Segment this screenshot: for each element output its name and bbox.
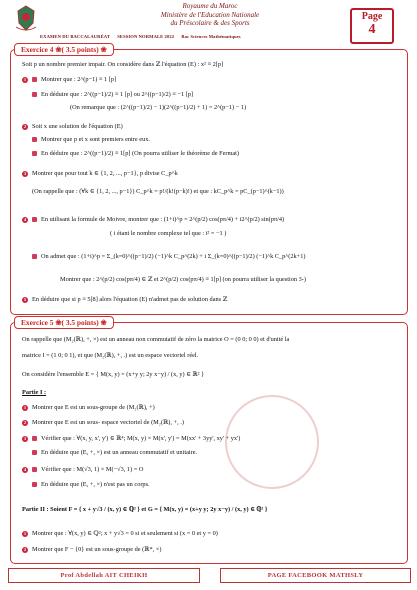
ex5-set-definition: On considère l'ensemble E = { M(x, y) = (x+y y; 2y x−y) / (x, y) ∈ ℝ² }	[22, 371, 205, 378]
question-text: Soit x une solution de l'équation (E)	[32, 123, 123, 130]
question-text: En déduire que : 2^((p−1)/2) ≡ 1 [p] ou 2^((p−1)/2) ≡ −1 [p]	[41, 91, 194, 98]
ex4-q4c: Montrer que : 2^(p/2) cos(pπ/4) ∈ ℤ et 2^(p/2) cos(pπ/4) ≡ 1[p] (on pourra utiliser la question 3-)	[60, 276, 306, 283]
ministry-line: Royaume du Maroc	[182, 2, 238, 10]
question-text: En déduire que si p ≡ 5[8] alors l'équation (E) n'admet pas de solution dans ℤ	[32, 296, 228, 303]
exam-title: EXAMEN DU BACCALAURÉAT	[40, 34, 111, 39]
ex4-q1-hint: (On remarque que : (2^((p−1)/2) − 1)(2^((p−1)/2) + 1) = 2^(p−1) − 1)	[70, 104, 247, 111]
question-text: Montrer que E est un sous- espace vectoriel de (M₂(ℝ), +, .)	[32, 419, 184, 426]
ex5-intro-1: On rappelle que (M₂(ℝ), +, ×) est un anneau non commutatif de zéro la matrice O = (0 0; 0 0) et d'unité la	[22, 336, 290, 343]
question-text: Montrer que : 2^(p−1) ≡ 1 [p]	[41, 76, 117, 83]
sub-question-bullet	[32, 450, 37, 455]
question-text: Montrer que : ∀(x, y) ∈ ℚ²; x + y√3 = 0 si et seulement si (x = 0 et y = 0)	[32, 530, 218, 537]
ex4-q5	[22, 296, 227, 304]
ex4-q3-hint: (On rappelle que : (∀k ∈ {1, 2, ..., p−1}) C_p^k = p!/(k!(p−k)!) et que : kC_p^k = pC_(p−1)^(k−1))	[32, 188, 284, 195]
ex5-q3b	[32, 449, 197, 457]
question-number-badge: 1	[23, 530, 27, 536]
ex5-q5	[22, 530, 218, 538]
question-number-badge: 1	[23, 404, 27, 410]
ex5-q4a	[22, 466, 143, 474]
sub-question-bullet	[32, 467, 37, 472]
part-2-definition	[22, 506, 267, 514]
question-text: En utilisant la formule de Moivre, montrer que : (1+i)^p = 2^(p/2) cos(pπ/4) + i2^(p/2) sin(pπ/4)	[41, 216, 285, 223]
question-number-badge: 5	[23, 296, 27, 302]
question-text: Montrer que F − {0} est un sous-groupe de (ℝ*, ×)	[32, 546, 162, 553]
ex4-q2b	[32, 150, 239, 158]
question-text: Montrer que p et x sont premiers entre eux.	[41, 136, 150, 143]
ex4-q4b	[32, 253, 305, 261]
page-number-box	[350, 8, 394, 44]
ex4-q2-intro	[22, 123, 123, 131]
page-number: 4	[368, 22, 376, 37]
part-1-heading: Partie I :	[22, 389, 47, 396]
question-number-badge: 3	[23, 435, 27, 441]
question-number-badge: 4	[23, 466, 27, 472]
question-text: En déduire que (E, +, ×) n'est pas un corps.	[41, 481, 150, 488]
question-text: Montrer que pour tout k ∈ {1, 2, ..., p−1}, p divise C_p^k	[32, 170, 178, 177]
question-text: Vérifier que : M(√3, 1) × M(−√3, 1) = O	[41, 466, 144, 473]
exercise-5-title: Exercice 5 ❀( 3.5 points) ❀	[14, 316, 114, 329]
page-header	[0, 0, 417, 42]
exercise-4-title: Exercice 4 ❀( 3.5 points) ❀	[14, 43, 114, 56]
exam-info-line	[40, 34, 330, 40]
ministry-heading	[110, 2, 310, 28]
question-number-badge: 4	[23, 216, 27, 222]
sub-question-bullet	[32, 482, 37, 487]
question-number-badge: 3	[23, 170, 27, 176]
question-text: Vérifier que : ∀(x, y, x', y') ∈ ℝ⁴; M(x, y) × M(x', y') = M(xx' + 3yy', xy' + yx')	[41, 435, 241, 442]
exam-stream: Bac Sciences Mathématiques	[181, 34, 241, 39]
ex4-q2a	[32, 136, 150, 144]
ministry-line: Ministère de l'Education Nationale	[160, 10, 260, 19]
question-number-badge: 2	[23, 546, 27, 552]
question-text: On admet que : (1+i)^p = Σ_(k=0)^((p−1)/2) (−1)^k C_p^(2k) + i Σ_(k=0)^((p−1)/2) (−1)^k C_p^(2k+1)	[41, 253, 306, 260]
question-number-badge: 2	[23, 123, 27, 129]
ex5-q2	[22, 419, 184, 427]
ex4-q4a	[22, 216, 284, 224]
sub-question-bullet	[32, 254, 37, 259]
ex5-q4b	[32, 481, 150, 489]
question-number-badge: 1	[23, 76, 27, 82]
question-text: En déduire que : 2^((p−1)/2) ≡ 1[p] (On pourra utiliser le théorème de Fermat)	[41, 150, 240, 157]
sub-question-bullet	[32, 137, 37, 142]
coat-of-arms-icon	[14, 3, 38, 33]
ex4-q1b	[32, 91, 193, 99]
ex4-intro: Soit p un nombre premier impair. On considère dans ℤ l'équation (E) : x² ≡ 2[p]	[22, 61, 224, 68]
ex4-q4-note: ( i étant le nombre complexe tel que : i² = −1 )	[110, 230, 227, 237]
page-label: Page	[361, 11, 383, 22]
ex4-q1a	[22, 76, 116, 84]
exam-session: SESSION NORMALE 2022	[117, 34, 175, 39]
ministry-line: du Préscolaire & des Sports	[170, 19, 250, 28]
ex5-q3a	[22, 435, 240, 443]
question-text: Montrer que E est un sous-groupe de (M₂(ℝ), +)	[32, 404, 155, 411]
footer-author: Prof Abdellah AIT CHEIKH	[8, 568, 200, 583]
question-text: En déduire que (E, +, ×) est un anneau commutatif et unitaire.	[41, 449, 198, 456]
part-2-heading: Partie II : Soient F = { x + y√3 / (x, y) ∈ ℚ² } et G = { M(x, y) = (x+y y; 2y x−y) / (x, y) ∈ ℚ² }	[22, 506, 268, 513]
ex5-q6	[22, 546, 161, 554]
ex5-q1	[22, 404, 155, 412]
ex5-intro-2: matrice I = (1 0; 0 1), et que (M₂(ℝ), +, .) est un espace vectoriel réel.	[22, 352, 199, 359]
question-number-badge: 2	[23, 419, 27, 425]
sub-question-bullet	[32, 436, 37, 441]
sub-question-bullet	[32, 151, 37, 156]
sub-question-bullet	[32, 217, 37, 222]
ex4-q3	[22, 170, 178, 178]
sub-question-bullet	[32, 92, 37, 97]
sub-question-bullet	[32, 77, 37, 82]
footer-facebook-page: PAGE FACEBOOK MATHSLY	[220, 568, 411, 583]
